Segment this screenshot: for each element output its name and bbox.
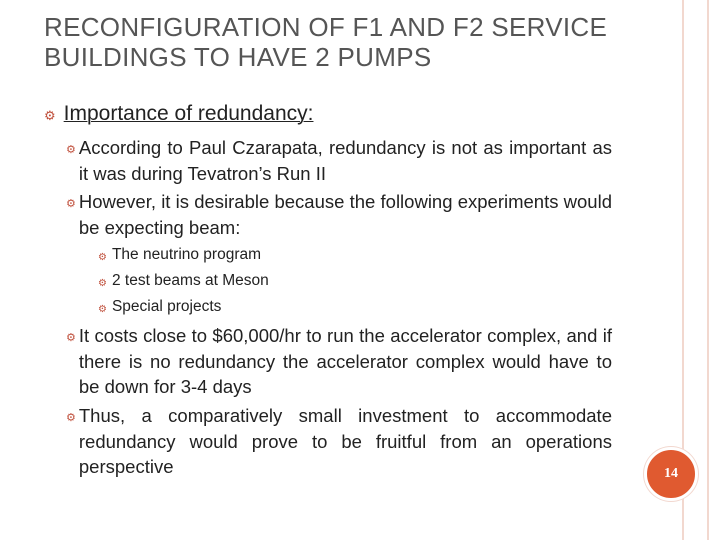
- bullet-however: [66, 189, 612, 240]
- bullet-special-projects: [98, 297, 221, 320]
- page-number-badge: 14: [644, 447, 698, 501]
- bullet-importance: [44, 100, 313, 131]
- bullet-text: 2 test beams at Meson: [111, 272, 269, 289]
- gear-icon: ⚙: [66, 411, 76, 424]
- slide-title: RECONFIGURATION OF F1 AND F2 SERVICE BUILDINGS TO HAVE 2 PUMPS: [44, 12, 608, 72]
- gear-icon: ⚙: [66, 143, 76, 156]
- slide-border-right: [707, 0, 709, 540]
- bullet-thus: [66, 403, 612, 480]
- bullet-test-beams: [98, 271, 269, 294]
- bullet-text: However, it is desirable because the following experiments would be expecting beam:: [78, 191, 612, 238]
- bullet-text: The neutrino program: [111, 246, 262, 263]
- bullet-text: Thus, a comparatively small investment to accommodate redundancy would prove to be fruitful from an operations perspective: [78, 405, 612, 477]
- bullet-neutrino: [98, 245, 261, 268]
- bullet-text: Special projects: [111, 298, 222, 315]
- bullet-text: It costs close to $60,000/hr to run the accelerator complex, and if there is no redundancy the accelerator complex would have to be down for 3-4 days: [78, 325, 612, 397]
- bullet-text: Importance of redundancy:: [63, 102, 314, 125]
- gear-icon: ⚙: [44, 109, 56, 124]
- gear-icon: ⚙: [66, 197, 76, 210]
- bullet-according: [66, 135, 612, 186]
- gear-icon: ⚙: [98, 252, 107, 263]
- bullet-cost: [66, 323, 612, 400]
- bullet-text: According to Paul Czarapata, redundancy is not as important as it was during Tevatron’s Run II: [78, 137, 612, 184]
- gear-icon: ⚙: [66, 331, 76, 344]
- gear-icon: ⚙: [98, 278, 107, 289]
- gear-icon: ⚙: [98, 304, 107, 315]
